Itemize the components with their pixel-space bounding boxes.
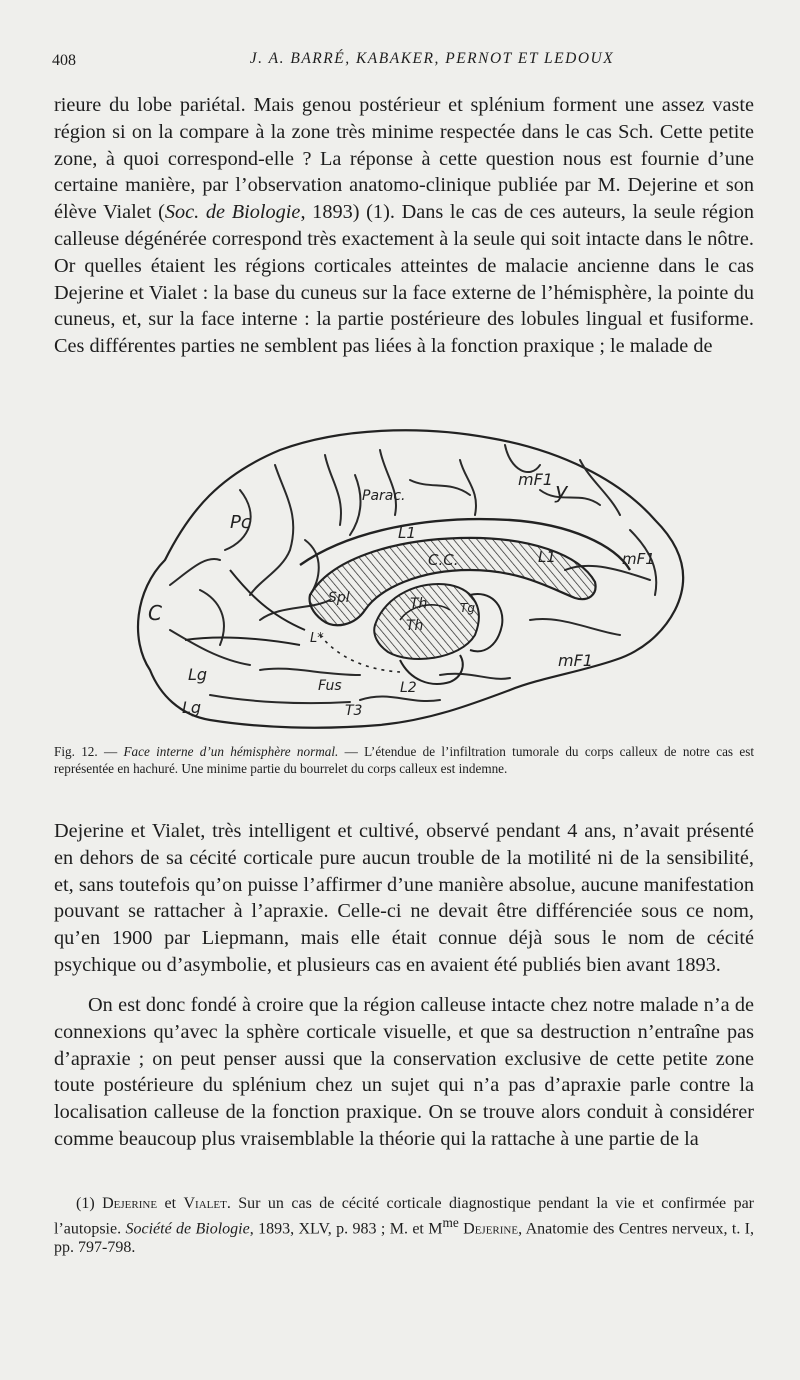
- footnote-sup: me: [442, 1215, 459, 1230]
- figure-caption: [54, 744, 754, 777]
- label-mf1-right: mF1: [622, 550, 655, 568]
- label-y: y: [555, 479, 569, 504]
- label-mf1-top: mF1: [518, 470, 553, 489]
- label-lg-1: Lg: [188, 665, 208, 684]
- label-t3: T3: [345, 703, 363, 719]
- label-l1-top: L1: [398, 524, 416, 542]
- brain-figure: [110, 420, 700, 740]
- label-l1-right: L1: [538, 548, 556, 566]
- footnote-author-3: Dejerine: [458, 1220, 519, 1238]
- page-number: 408: [52, 52, 76, 69]
- footnote-and: et: [157, 1195, 184, 1212]
- running-title: J. A. BARRÉ, KABAKER, PERNOT ET LEDOUX: [249, 50, 615, 67]
- label-fus: Fus: [318, 678, 342, 694]
- label-cc: C.C.: [428, 551, 459, 569]
- paragraph-1-text-b: , 1893) (1). Dans le cas de ces auteurs, la seule région calleuse dégénérée correspond très exactement à la seule qui soit intacte dans le nôtre. Or quelles étaient les régions corticales atteintes de malacie ancienne dans le cas Dejerine et Vialet : la base du cuneus sur la face externe de l’hémisphère, la pointe du cuneus, et, sur la face interne : la partie postérieure des lobules lingual et fusiforme. Ces différentes parties ne semblent pas liées à la fonction praxique ; le malade de: [54, 201, 754, 358]
- label-th-2: Th: [406, 618, 424, 634]
- label-mf1-bottom: mF1: [558, 651, 593, 670]
- paragraph-1-text-a: rieure du lobe pariétal. Mais genou postérieur et splénium forment une assez vaste région si on la compare à la zone très minime respectée dans le cas Sch. Cette petite zone, à quoi correspond-elle ? La réponse à cette question nous est fournie d’une certaine manière, par l’observation anatomo-clinique publiée par M. Dejerine et son élève Vialet (: [54, 94, 754, 224]
- footnote-author-1: Dejerine: [102, 1195, 158, 1212]
- footnote: [54, 1194, 754, 1257]
- label-th-1: Th: [410, 596, 428, 612]
- paragraph-3: On est donc fondé à croire que la région calleuse intacte chez notre malade n’a de connexions qu’avec la sphère corticale visuelle, et que sa destruction n’entraîne pas d’apraxie ; on peut penser aussi que la conservation exclusive de cette petite zone toute postérieure du splénium chez un sujet qui n’a pas d’apraxie parle contre la localisation calleuse de la fonction praxique. On se trouve alors conduit à considérer comme beaucoup plus vraisemblable la théorie qui la rattache à une partie de la: [54, 994, 754, 1150]
- label-pc: Pc: [230, 512, 251, 533]
- footnote-text-c: , Anatomie des Centres nerveux, t. I, pp. 797-798.: [54, 1220, 755, 1257]
- label-l-star: L*: [310, 631, 324, 646]
- label-tg: Tg: [460, 601, 475, 615]
- footnote-journal: Société de Biologie: [125, 1220, 250, 1238]
- label-l2: L2: [400, 680, 417, 696]
- paragraph-2: Dejerine et Vialet, très intelligent et cultivé, observé pendant 4 ans, n’avait présenté en dehors de sa cécité corticale pure aucun trouble de la motilité ni de la sensibilité, et, sans toutefois qu’on puisse l’affirmer d’une manière absolue, aucune manifestation pouvant se rattacher à l’apraxie. Celle-ci ne devait être différenciée sous ce nom, qu’en 1900 par Liepmann, mais elle était connue déjà sous le nom de cécité psychique ou d’asymbolie, et plusieurs cas en avaient été publiés bien avant 1893.: [54, 820, 754, 976]
- footnote-marker: (1): [76, 1195, 103, 1212]
- label-parac: Parac.: [362, 488, 406, 504]
- label-spl: Spl: [328, 590, 350, 606]
- brain-hemisphere-drawing: [110, 420, 700, 740]
- paragraph-1: [54, 92, 754, 360]
- caption-title: Face interne d’un hémisphère normal.: [123, 744, 339, 759]
- footnote-author-2: Vialet: [183, 1195, 227, 1212]
- running-header: [52, 50, 752, 78]
- paragraph-1-journal: Soc. de Biologie: [164, 201, 301, 224]
- label-lg-2: Lg: [182, 698, 202, 717]
- footnote-text-b: , 1893, XLV, p. 983 ; M. et M: [249, 1220, 443, 1238]
- caption-text: — L’étendue de l’infiltration tumorale du corps calleux de notre cas est représentée en hachuré. Une minime partie du bourrelet du corps calleux est indemne.: [54, 744, 755, 776]
- footnote-text-a: . Sur un cas de cécité corticale diagnostique pendant la vie et confirmée par l’autopsie.: [54, 1195, 755, 1238]
- label-c: C: [148, 601, 162, 625]
- caption-label: Fig. 12. —: [54, 744, 124, 759]
